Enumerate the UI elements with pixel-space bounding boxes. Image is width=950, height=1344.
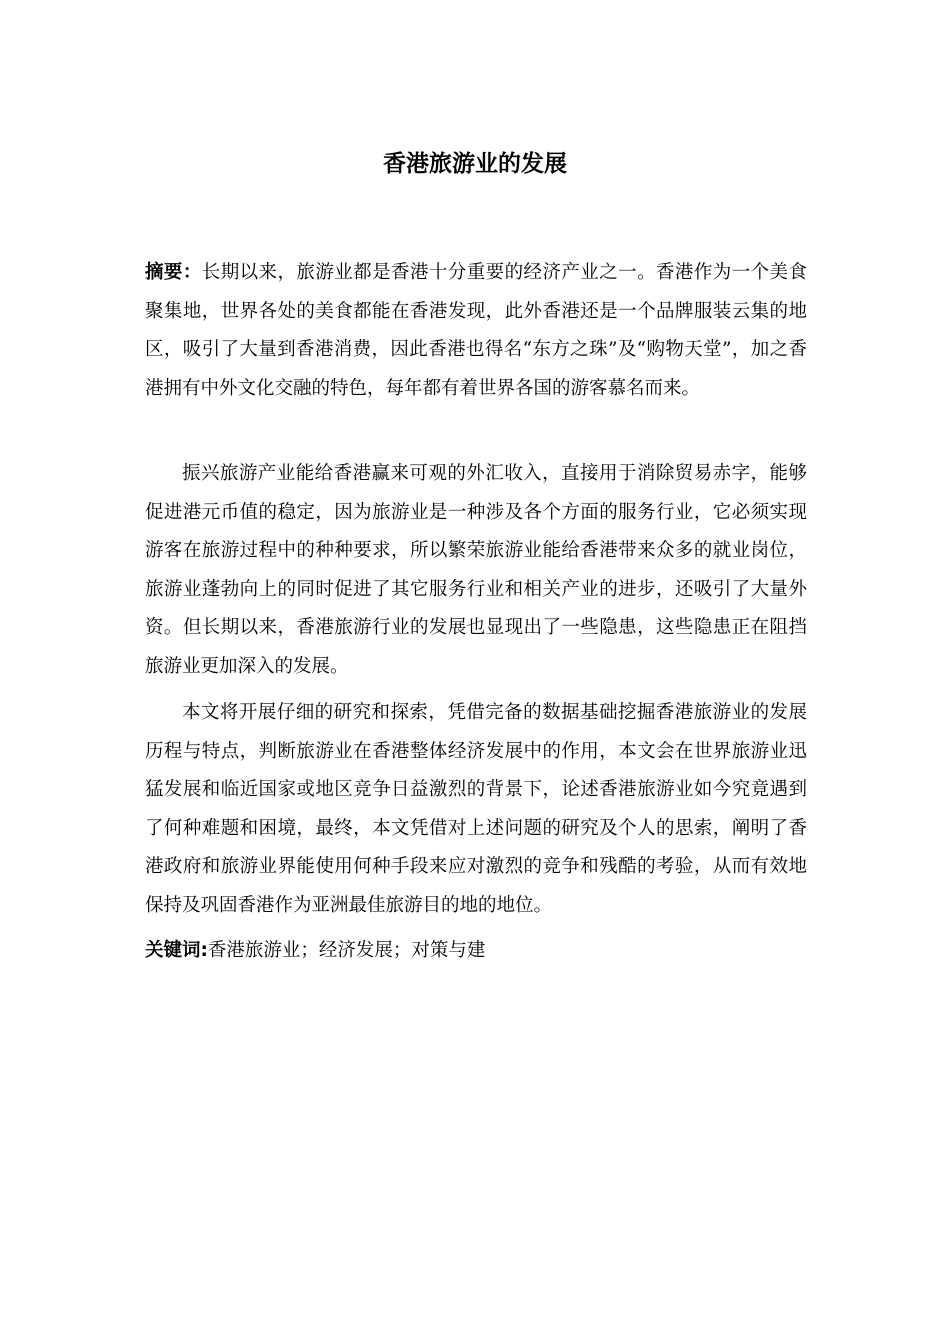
document-title: 香港旅游业的发展 xyxy=(383,151,567,177)
body-paragraph-2: 本文将开展仔细的研究和探索，凭借完备的数据基础挖掘香港旅游业的发展历程与特点，判断旅游业在香港整体经济发展中的作用，本文会在世界旅游业迅猛发展和临近国家或地区竞争日益激烈的背景下，论述香港旅游业如今究竟遇到了何种难题和困境，最终，本文凭借对上述问题的研究及个人的思索，阐明了香港政府和旅游业界能使用何种手段来应对激烈的竞争和残酷的考验，从而有效地保持及巩固香港作为亚洲最佳旅游目的地的地位。 xyxy=(145,702,807,916)
abstract-text: 长期以来，旅游业都是香港十分重要的经济产业之一。香港作为一个美食聚集地，世界各处的美食都能在香港发现，此外香港还是一个品牌服装云集的地区，吸引了大量到香港消费，因此香港也得名“东方之珠”及“购物天堂”，加之香港拥有中外文化交融的特色，每年都有着世界各国的游客慕名而来。 xyxy=(145,262,807,399)
abstract-paragraph xyxy=(145,254,807,408)
abstract-label: 摘要： xyxy=(145,262,202,283)
keywords-label: 关键词: xyxy=(145,940,208,961)
keywords-line xyxy=(145,932,807,971)
body-paragraph-1: 振兴旅游产业能给香港赢来可观的外汇收入，直接用于消除贸易赤字，能够促进港元币值的稳定，因为旅游业是一种涉及各个方面的服务行业，它必须实现游客在旅游过程中的种种要求，所以繁荣旅游业能给香港带来众多的就业岗位，旅游业蓬勃向上的同时促进了其它服务行业和相关产业的进步，还吸引了大量外资。但长期以来，香港旅游行业的发展也显现出了一些隐患，这些隐患正在阻挡旅游业更加深入的发展。 xyxy=(145,463,807,677)
keywords-text: 香港旅游业；经济发展；对策与建 xyxy=(207,940,486,961)
